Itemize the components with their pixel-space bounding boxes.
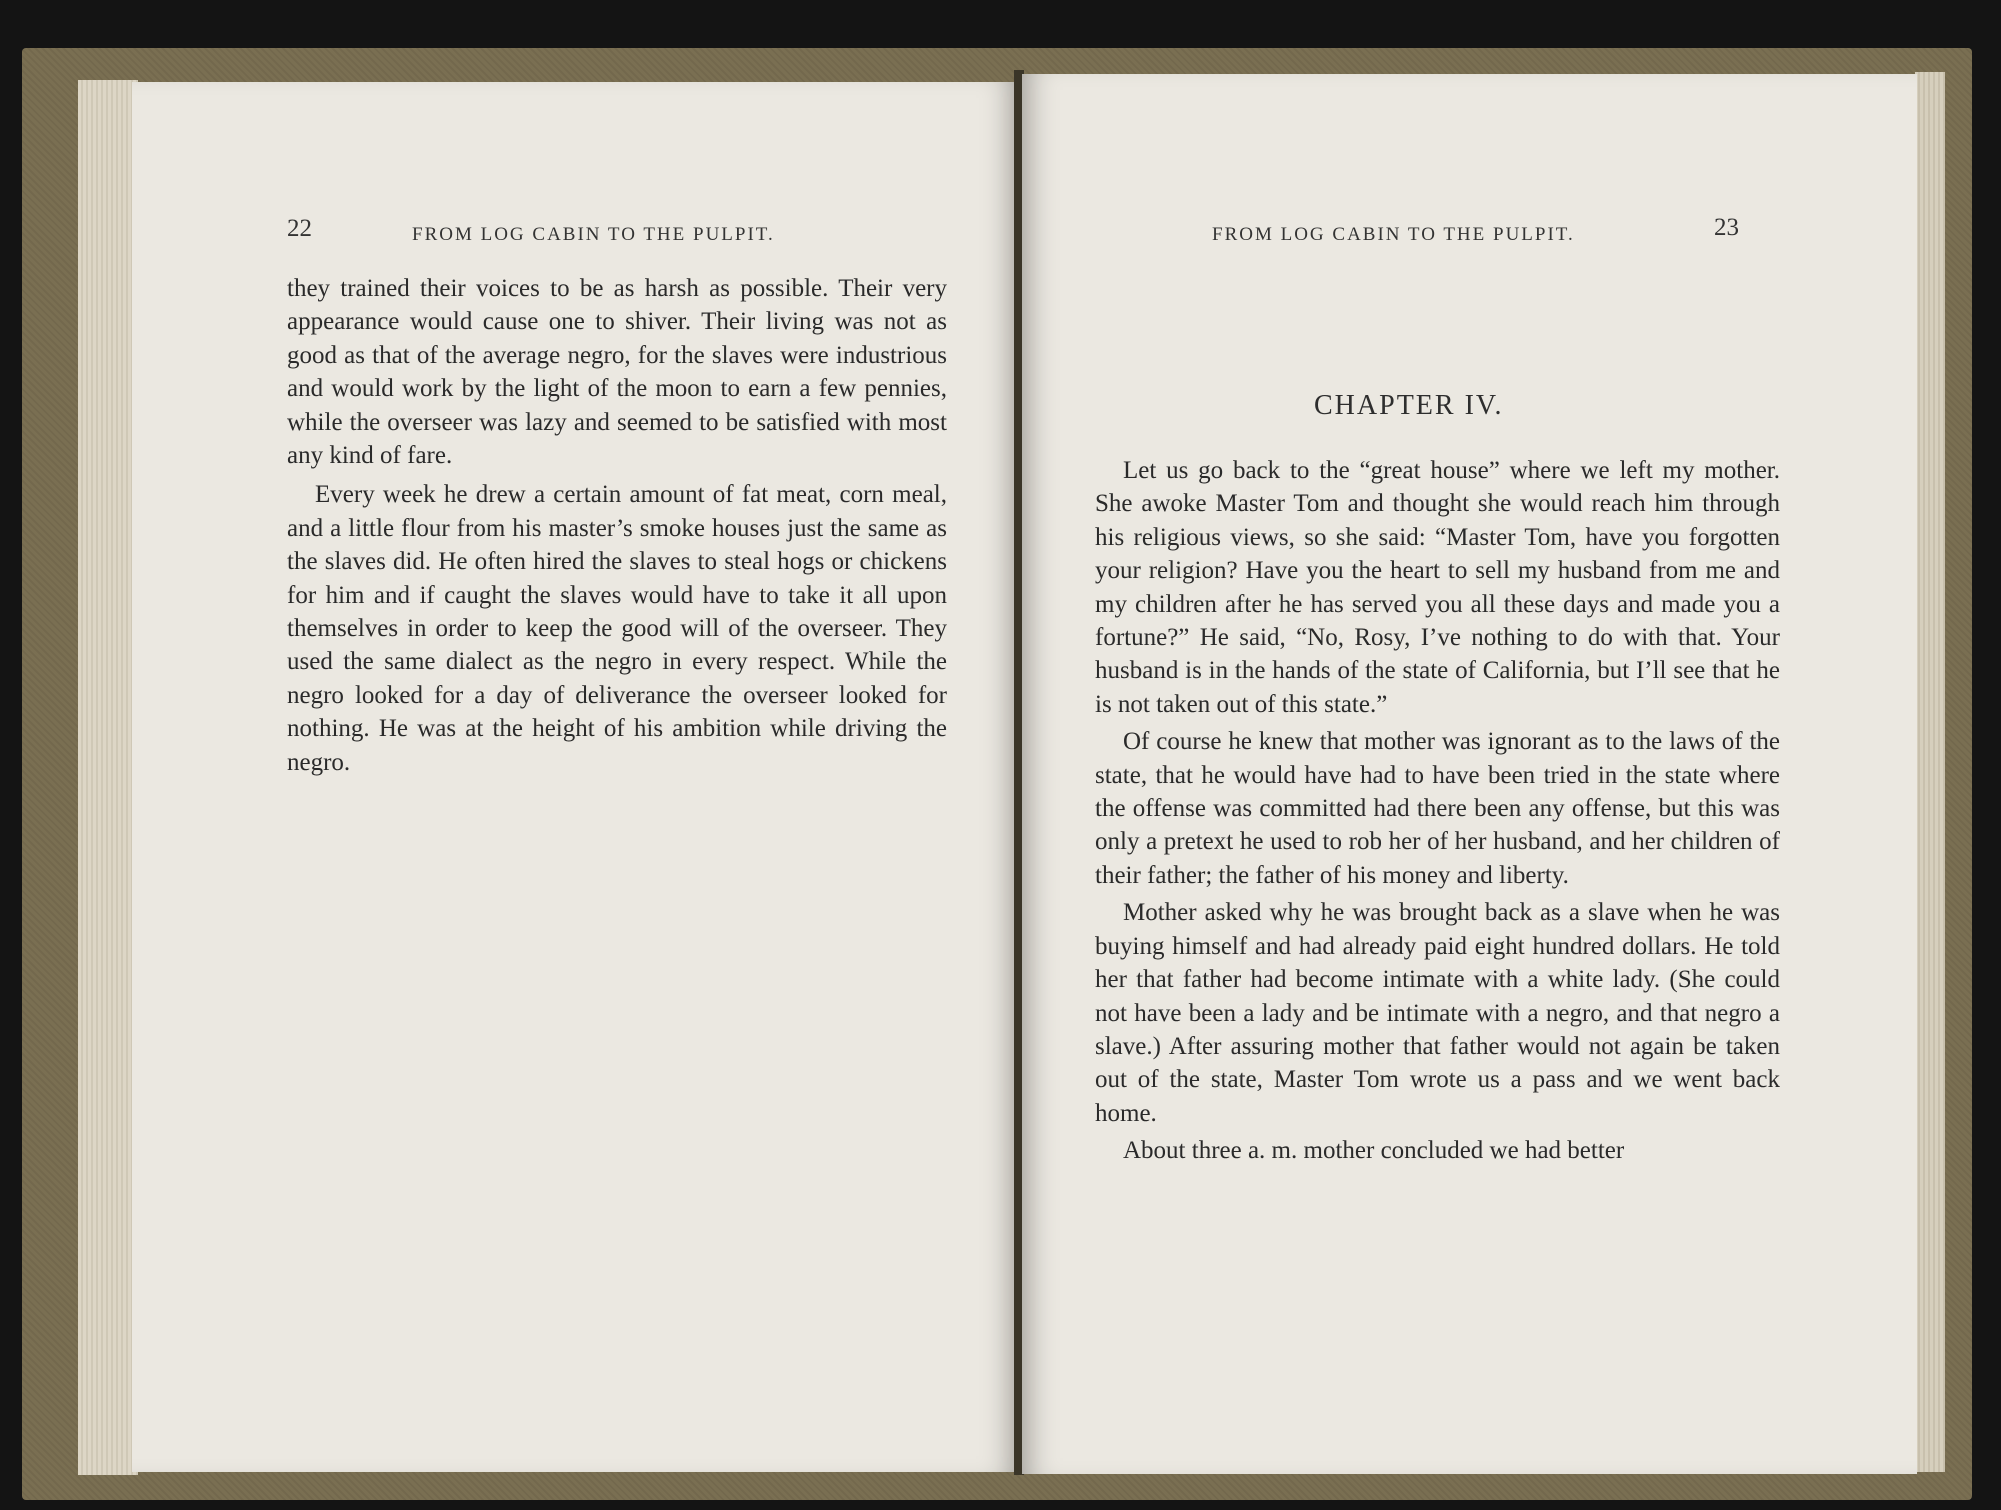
- left-page: [132, 82, 1017, 1472]
- chapter-title: CHAPTER IV.: [1314, 390, 1504, 421]
- right-page: [1022, 74, 1917, 1474]
- paragraph: Of course he knew that mother was ignorant as to the laws of the state, that he would have had to have been tried in the state where the offense was committed had there been any offense, but this was only a pretext he used to rob her of her husband, and her children of their father; the father of his money and liberty.: [1095, 728, 1780, 889]
- body-text: [1095, 454, 1780, 1168]
- paragraph: they trained their voices to be as harsh as possible. Their very appearance would cause one to shiver. Their living was not as good as that of the average negro, for the slaves were industrious and would work by the light of the moon to earn a few pennies, while the overseer was lazy and seemed to be satisfied with most any kind of fare.: [287, 275, 947, 470]
- page-edges-left: [78, 80, 138, 1475]
- paragraph: About three a. m. mother concluded we had better: [1123, 1137, 1625, 1165]
- paragraph: Let us go back to the “great house” where we left my mother. She awoke Master Tom and thought she would reach him through his religious views, so she said: “Master Tom, have you forgotten your religion? Have you the heart to sell my husband from me and my children after he has served you all these days and made you a fortune?” He said, “No, Rosy, I’ve nothing to do with that. Your husband is in the hands of the state of California, but I’ll see that he is not taken out of this state.”: [1095, 457, 1780, 718]
- body-text: [287, 272, 947, 779]
- page-number: 23: [1714, 214, 1739, 241]
- paragraph: Mother asked why he was brought back as a slave when he was buying himself and had already paid eight hundred dollars. He told her that father had become intimate with a white lady. (She could not have been a lady and be intimate with a negro, and that negro a slave.) After assuring mother that father would not again be taken out of the state, Master Tom wrote us a pass and we went back home.: [1095, 899, 1780, 1127]
- running-head: FROM LOG CABIN TO THE PULPIT.: [412, 224, 775, 245]
- running-head: FROM LOG CABIN TO THE PULPIT.: [1212, 224, 1575, 245]
- paragraph: Every week he drew a certain amount of fat meat, corn meal, and a little flour from his master’s smoke houses just the same as the slaves did. He often hired the slaves to steal hogs or chickens for him and if caught the slaves would have to take it all upon themselves in order to keep the good will of the overseer. They used the same dialect as the negro in every respect. While the negro looked for a day of deliverance the overseer looked for nothing. He was at the height of his ambition while driving the negro.: [287, 481, 947, 776]
- page-number: 22: [287, 215, 312, 242]
- page-edges-right: [1915, 72, 1945, 1472]
